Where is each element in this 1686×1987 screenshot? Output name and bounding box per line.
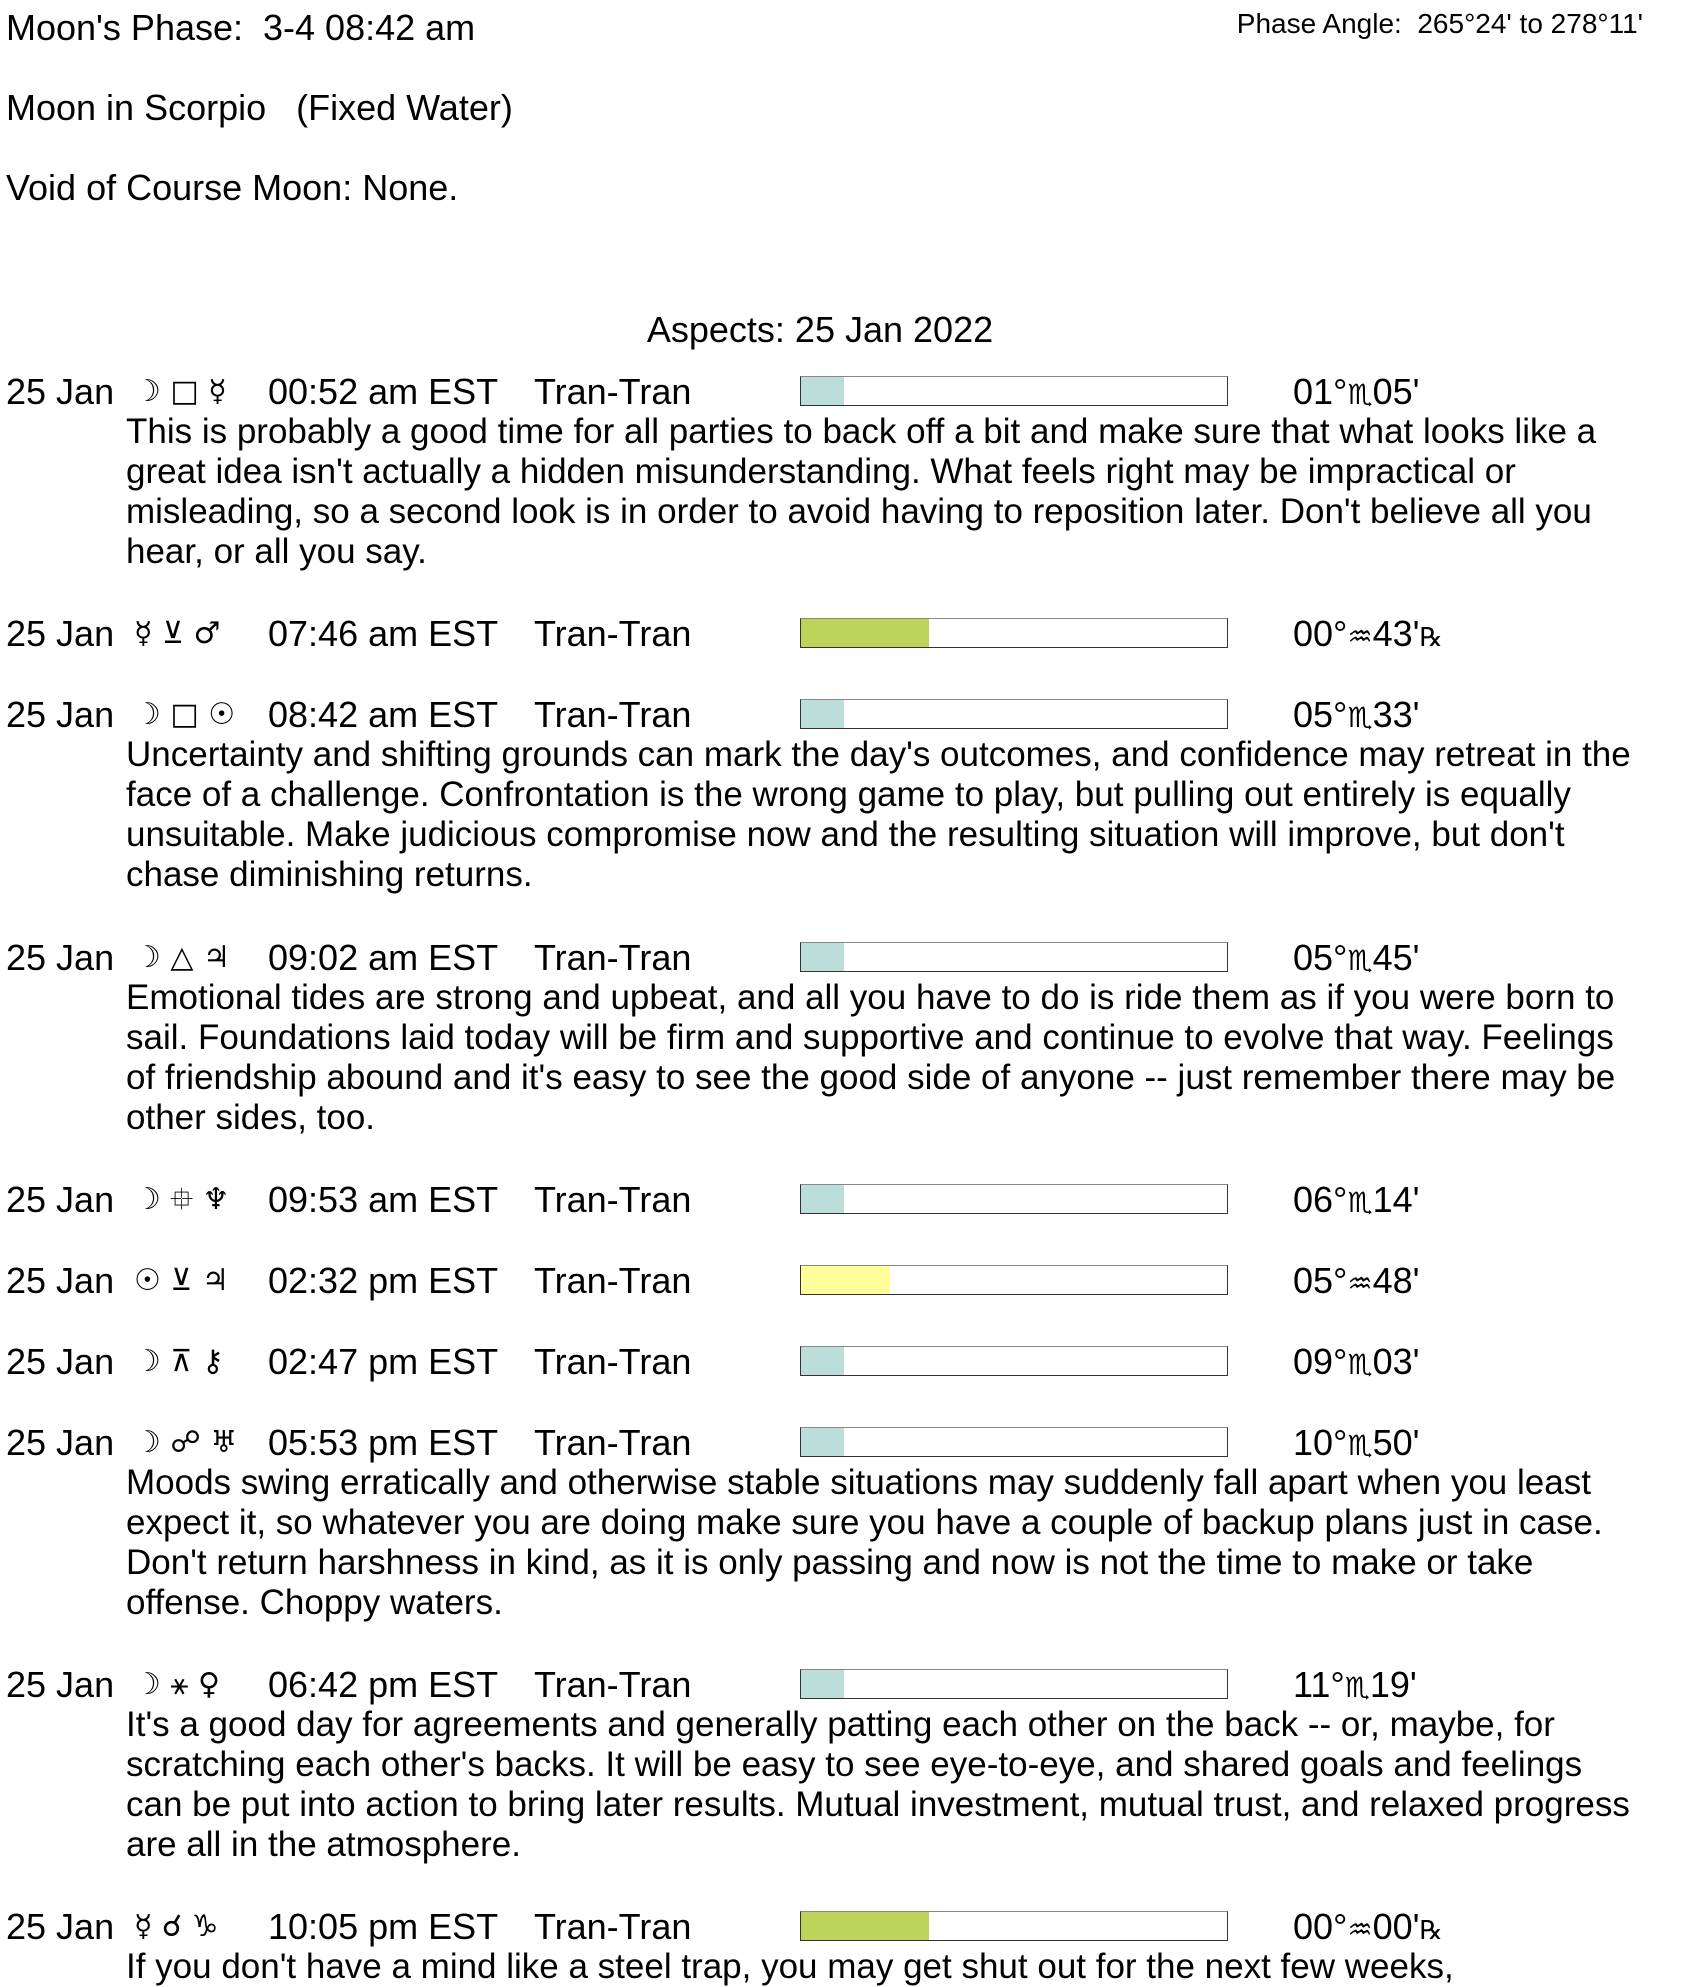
position-degrees: 05° (1293, 694, 1348, 735)
aspect-date: 25 Jan (6, 371, 115, 412)
strength-bar-fill (801, 619, 929, 647)
aspect-date: 25 Jan (6, 1664, 115, 1705)
zodiac-sign-icon: ♏ (1347, 944, 1373, 977)
aspect-entry (0, 1178, 1686, 1222)
aspect-row (0, 612, 1686, 656)
position-minutes: 14' (1372, 1179, 1420, 1220)
aspect-glyphs-icon: ☽ △ ♃ (134, 940, 230, 975)
aspect-date: 25 Jan (6, 1422, 115, 1463)
position-minutes: 00' (1372, 1906, 1420, 1947)
aspect-glyphs-icon: ☽ □ ☿ (134, 374, 227, 409)
aspect-row (0, 693, 1686, 737)
strength-bar (800, 376, 1228, 406)
position-degrees: 00° (1293, 1906, 1348, 1947)
aspect-entry (0, 936, 1686, 1138)
position-degrees: 05° (1293, 937, 1348, 978)
aspect-glyphs-icon: ☽ ☍ ♅ (134, 1425, 238, 1460)
aspect-position (1293, 1663, 1417, 1710)
aspect-row (0, 1178, 1686, 1222)
aspect-time: 08:42 am EST (268, 694, 499, 735)
aspect-type: Tran-Tran (534, 613, 692, 654)
aspect-glyphs-icon: ☽ ⊼ ⚷ (134, 1344, 224, 1379)
aspect-position (1293, 693, 1419, 740)
aspect-description: Moods swing erratically and otherwise stable situations may suddenly fall apart when you least expect it, so whatever you are doing make sure you have a couple of backup plans just in case. Don't return harshness in kind, as it is only passing and now is not the time to make or take offense. Choppy waters. (126, 1463, 1603, 1622)
strength-bar-fill (801, 943, 844, 971)
aspect-position (1293, 1421, 1419, 1468)
aspect-time: 02:32 pm EST (268, 1260, 499, 1301)
zodiac-sign-icon: ♒ (1347, 1267, 1373, 1300)
zodiac-sign-icon: ♒ (1347, 1913, 1373, 1946)
aspect-date: 25 Jan (6, 613, 115, 654)
strength-bar-fill (801, 377, 844, 405)
aspect-type: Tran-Tran (534, 1664, 692, 1705)
strength-bar (800, 699, 1228, 729)
aspect-description: This is probably a good time for all parties to back off a bit and make sure that what looks like a great idea isn't actually a hidden misunderstanding. What feels right may be impractical or misleading, so a second look is in order to avoid having to reposition later. Don't believe all you hear, or all you say. (126, 412, 1597, 571)
position-minutes: 05' (1372, 371, 1420, 412)
position-minutes: 43' (1372, 613, 1420, 654)
aspect-type: Tran-Tran (534, 1179, 692, 1220)
strength-bar (800, 942, 1228, 972)
zodiac-sign-icon: ♏ (1347, 378, 1373, 411)
phase-angle: Phase Angle: 265°24' to 278°11' (1236, 8, 1643, 39)
strength-bar (800, 1346, 1228, 1376)
position-minutes: 19' (1369, 1664, 1417, 1705)
aspect-description: If you don't have a mind like a steel trap, you may get shut out for the next few weeks, (126, 1947, 1454, 1986)
aspect-type: Tran-Tran (534, 371, 692, 412)
void-of-course: Void of Course Moon: None. (6, 167, 459, 208)
aspect-position (1293, 370, 1419, 417)
aspect-time: 07:46 am EST (268, 613, 499, 654)
aspects-title: Aspects: 25 Jan 2022 (646, 309, 994, 350)
aspect-date: 25 Jan (6, 1341, 115, 1382)
aspect-position (1293, 1340, 1419, 1387)
aspect-position (1293, 612, 1443, 659)
aspect-type: Tran-Tran (534, 1341, 692, 1382)
strength-bar-fill (801, 1266, 890, 1294)
aspect-type: Tran-Tran (534, 694, 692, 735)
aspect-time: 10:05 pm EST (268, 1906, 499, 1947)
strength-bar-fill (801, 1185, 844, 1213)
aspect-entry (0, 612, 1686, 656)
zodiac-sign-icon: ♒ (1347, 620, 1373, 653)
aspect-entry (0, 1421, 1686, 1623)
zodiac-sign-icon: ♏ (1347, 1348, 1373, 1381)
aspect-glyphs-icon: ☽ □ ☉ (134, 697, 236, 732)
aspect-glyphs-icon: ☽ ⯐ ♆ (134, 1182, 230, 1217)
zodiac-sign-icon: ♏ (1347, 1429, 1373, 1462)
aspect-time: 06:42 pm EST (268, 1664, 499, 1705)
aspect-row (0, 1259, 1686, 1303)
aspect-description: It's a good day for agreements and generally patting each other on the back -- or, maybe, for scratching each other's backs. It will be easy to see eye-to-eye, and shared goals and feelings can be put into action to bring later results. Mutual investment, mutual trust, and relaxed progress are all in the atmosphere. (126, 1705, 1630, 1864)
strength-bar (800, 1265, 1228, 1295)
zodiac-sign-icon: ♏ (1344, 1671, 1370, 1704)
aspect-date: 25 Jan (6, 1906, 115, 1947)
position-degrees: 00° (1293, 613, 1348, 654)
aspect-description: Emotional tides are strong and upbeat, and all you have to do is ride them as if you were born to sail. Foundations laid today will be firm and supportive and continue to evolve that way. Feelings of friendship abound and it's easy to see the good side of anyone -- just remember there may be other sides, too. (126, 978, 1616, 1137)
aspect-time: 00:52 am EST (268, 371, 499, 412)
position-degrees: 09° (1293, 1341, 1348, 1382)
aspect-row (0, 936, 1686, 980)
position-minutes: 48' (1372, 1260, 1420, 1301)
strength-bar (800, 1427, 1228, 1457)
retrograde-icon: ℞ (1419, 622, 1443, 652)
aspect-date: 25 Jan (6, 937, 115, 978)
position-minutes: 33' (1372, 694, 1420, 735)
strength-bar (800, 618, 1228, 648)
position-minutes: 50' (1372, 1422, 1420, 1463)
aspect-position (1293, 936, 1419, 983)
aspect-position (1293, 1905, 1443, 1952)
position-degrees: 05° (1293, 1260, 1348, 1301)
strength-bar (800, 1911, 1228, 1941)
position-degrees: 06° (1293, 1179, 1348, 1220)
strength-bar-fill (801, 700, 844, 728)
aspect-row (0, 1663, 1686, 1707)
aspect-glyphs-icon: ☉ ⊻ ♃ (134, 1263, 229, 1298)
moon-sign: Moon in Scorpio (Fixed Water) (6, 87, 513, 128)
aspect-type: Tran-Tran (534, 1906, 692, 1947)
moons-phase: Moon's Phase: 3-4 08:42 am (6, 7, 476, 48)
aspect-type: Tran-Tran (534, 1422, 692, 1463)
zodiac-sign-icon: ♏ (1347, 701, 1373, 734)
position-minutes: 03' (1372, 1341, 1420, 1382)
aspect-entry (0, 693, 1686, 895)
aspect-row (0, 1340, 1686, 1384)
position-degrees: 10° (1293, 1422, 1348, 1463)
aspect-glyphs-icon: ☿ ☌ ♑ (134, 1909, 219, 1944)
strength-bar (800, 1669, 1228, 1699)
aspect-row (0, 1905, 1686, 1949)
aspect-date: 25 Jan (6, 1260, 115, 1301)
aspect-type: Tran-Tran (534, 1260, 692, 1301)
aspect-glyphs-icon: ☿ ⊻ ♂ (134, 616, 221, 651)
aspect-row (0, 370, 1686, 414)
strength-bar-fill (801, 1347, 844, 1375)
strength-bar-fill (801, 1912, 929, 1940)
aspect-time: 09:53 am EST (268, 1179, 499, 1220)
aspect-position (1293, 1178, 1419, 1225)
aspect-entry (0, 1340, 1686, 1384)
aspect-entry (0, 1905, 1686, 1987)
aspect-entry (0, 370, 1686, 572)
aspect-description: Uncertainty and shifting grounds can mark the day's outcomes, and confidence may retreat in the face of a challenge. Confrontation is the wrong game to play, but pulling out entirely is equally unsuitable. Make judicious compromise now and the resulting situation will improve, but don't chase diminishing returns. (126, 735, 1631, 894)
aspect-time: 05:53 pm EST (268, 1422, 499, 1463)
aspect-entry (0, 1663, 1686, 1865)
aspect-row (0, 1421, 1686, 1465)
aspect-time: 02:47 pm EST (268, 1341, 499, 1382)
strength-bar-fill (801, 1670, 844, 1698)
aspect-type: Tran-Tran (534, 937, 692, 978)
position-degrees: 01° (1293, 371, 1348, 412)
strength-bar-fill (801, 1428, 844, 1456)
aspect-entry (0, 1259, 1686, 1303)
zodiac-sign-icon: ♏ (1347, 1186, 1373, 1219)
position-degrees: 11° (1293, 1664, 1345, 1705)
position-minutes: 45' (1372, 937, 1420, 978)
aspect-date: 25 Jan (6, 694, 115, 735)
aspect-glyphs-icon: ☽ ⚹ ♀ (134, 1667, 220, 1702)
strength-bar (800, 1184, 1228, 1214)
aspect-date: 25 Jan (6, 1179, 115, 1220)
aspect-position (1293, 1259, 1419, 1306)
retrograde-icon: ℞ (1419, 1915, 1443, 1945)
aspect-time: 09:02 am EST (268, 937, 499, 978)
